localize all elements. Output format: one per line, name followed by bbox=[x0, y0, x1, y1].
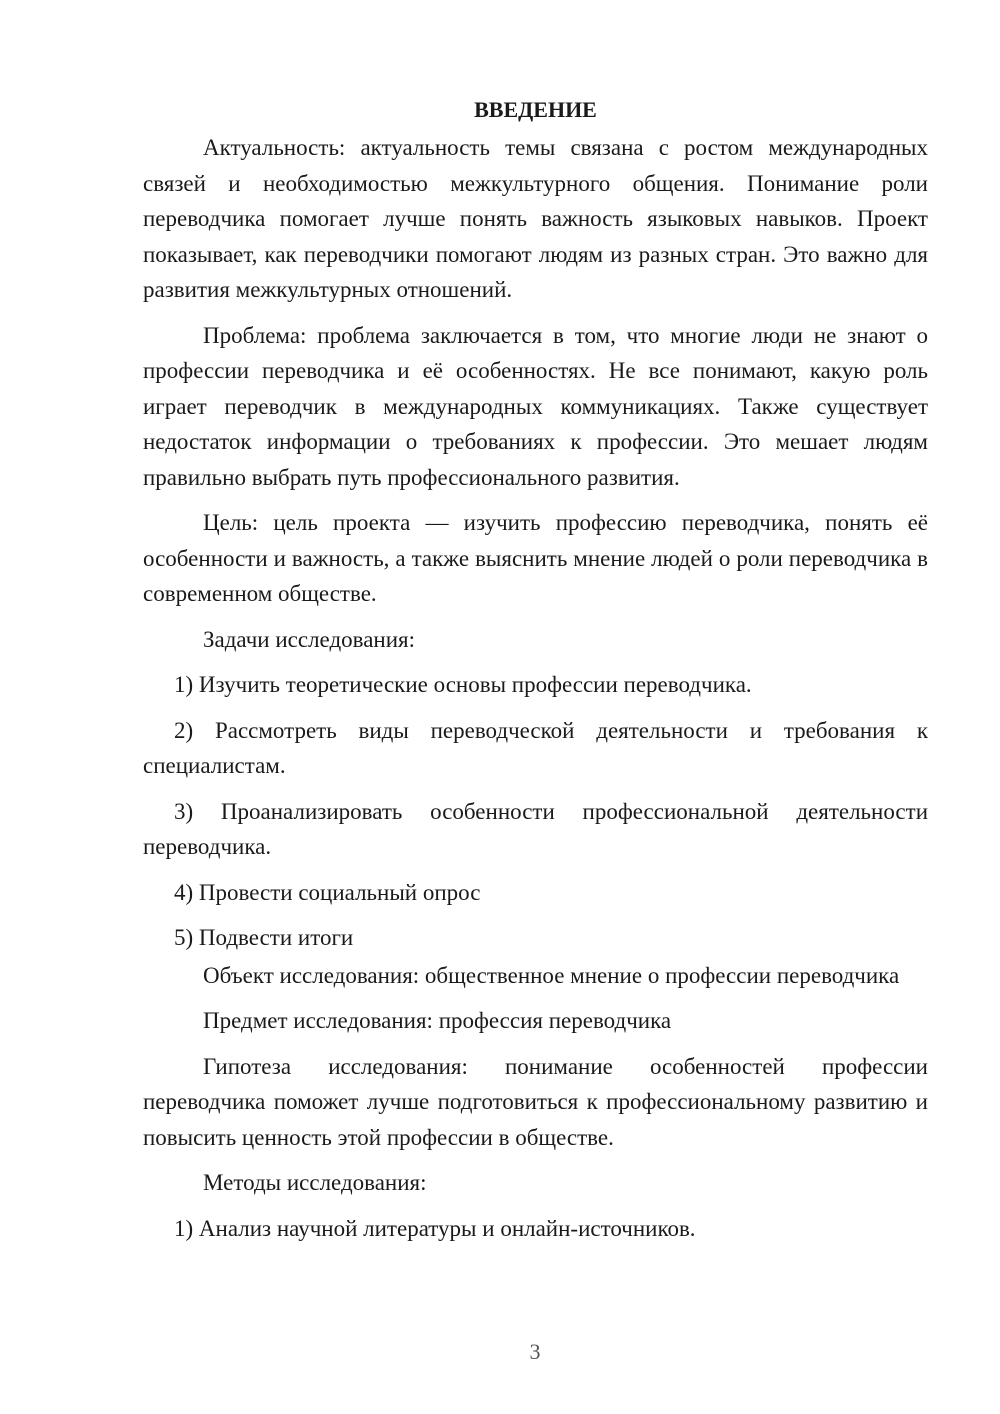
task-item: 2) Рассмотреть виды переводческой деятельности и требования к специалистам. bbox=[143, 717, 928, 778]
subject-paragraph: Предмет исследования: профессия переводчика bbox=[203, 1008, 672, 1033]
page-number: 3 bbox=[529, 1339, 541, 1364]
tasks-heading: Задачи исследования: bbox=[203, 626, 416, 652]
hypothesis-paragraph: Гипотеза исследования: понимание особенностей профессии переводчика поможет лучше подготовиться к профессиональному развитию и повысить ценность этой профессии в обществе. bbox=[143, 1053, 928, 1150]
problem-paragraph: Проблема: проблема заключается в том, что многие люди не знают о профессии переводчика и её особенностях. Не все понимают, какую роль играет переводчик в международных коммуникациях. Также существует недостаток информации о требованиях к профессии. Это мешает людям правильно выбрать путь профессионального развития. bbox=[143, 322, 928, 490]
section-title: ВВЕДЕНИЕ bbox=[474, 97, 597, 122]
task-item: 5) Подвести итоги bbox=[174, 925, 354, 950]
task-item: 3) Проанализировать особенности профессиональной деятельности переводчика. bbox=[143, 798, 928, 859]
relevance-paragraph: Актуальность: актуальность темы связана с ростом международных связей и необходимостью межкультурного общения. Понимание роли переводчика помогает лучше понять важность языковых навыков. Проект показывает, как переводчики помогают людям из разных стран. Это важно для развития межкультурных отношений. bbox=[143, 135, 928, 302]
object-paragraph: Объект исследования: общественное мнение о профессии переводчика bbox=[203, 962, 900, 988]
page-content bbox=[143, 92, 928, 1256]
task-item: 4) Провести социальный опрос bbox=[174, 879, 481, 905]
task-item: 1) Изучить теоретические основы профессии переводчика. bbox=[174, 672, 752, 697]
goal-paragraph: Цель: цель проекта — изучить профессию переводчика, понять её особенности и важность, а также выяснить мнение людей о роли переводчика в современном обществе. bbox=[143, 510, 928, 606]
methods-heading: Методы исследования: bbox=[203, 1170, 427, 1195]
method-item: 1) Анализ научной литературы и онлайн-источников. bbox=[174, 1215, 696, 1241]
